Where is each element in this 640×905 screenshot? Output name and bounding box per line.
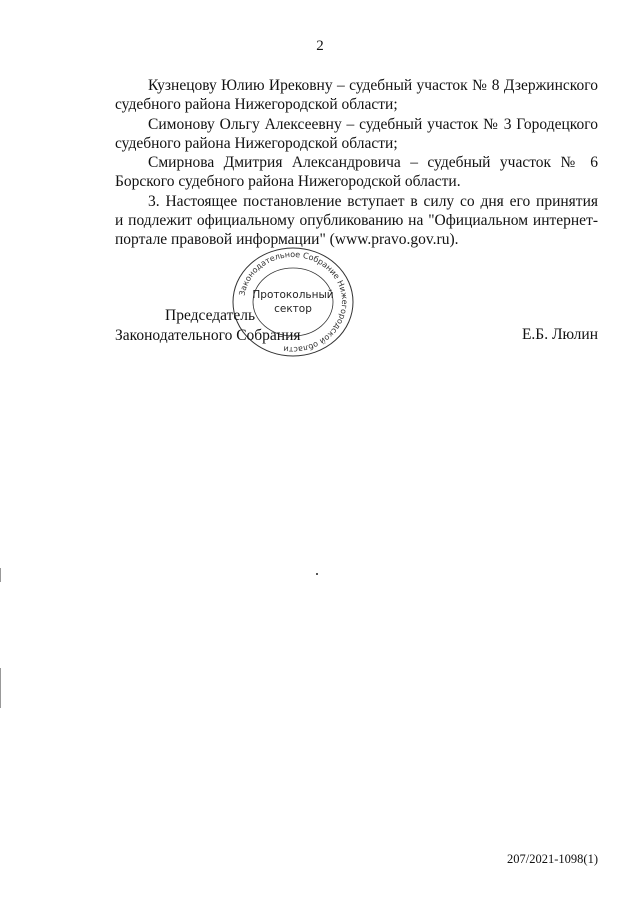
- document-code: 207/2021-1098(1): [507, 852, 598, 866]
- paragraph-line: судебного района Нижегородской области;: [115, 96, 398, 114]
- stamp-ring-text: Законодательное Собрание Нижегородской области: [237, 249, 350, 355]
- page-number: 2: [316, 38, 324, 54]
- stamp-center-line1: Протокольный: [252, 289, 334, 301]
- scan-margin-mark: [0, 668, 1, 708]
- paragraph-line: 3. Настоящее постановление вступает в силу со дня его принятия: [148, 192, 598, 210]
- stamp-center-line2: сектор: [274, 303, 312, 315]
- signatory-title-line1: Председатель: [165, 307, 256, 324]
- paragraph-kuznetsova: [115, 76, 598, 115]
- paragraph-line: судебного района Нижегородской области;: [115, 134, 398, 152]
- paragraph-smirnov: [115, 153, 598, 192]
- paragraph-line: портале правовой информации" (www.pravo.gov.ru).: [115, 231, 459, 249]
- signatory-name: Е.Б. Люлин: [521, 326, 598, 343]
- paragraph-simonova: [115, 115, 598, 154]
- paragraph-line: Смирнова Дмитрия Александровича – судебный участок № 6: [148, 154, 598, 172]
- signatory-title: [115, 306, 301, 346]
- paragraph-line: Борского судебного района Нижегородской области.: [115, 173, 461, 191]
- paragraph-line: Кузнецову Юлию Ирековну – судебный участок № 8 Дзержинского: [148, 77, 598, 94]
- paragraph-line: и подлежит официальному опубликованию на "Официальном интернет-: [115, 212, 598, 230]
- scan-margin-mark: [0, 568, 1, 582]
- scan-speck: [316, 573, 318, 575]
- body-text: [115, 76, 598, 250]
- signatory-title-line2: Законодательного Собрания: [115, 327, 301, 344]
- paragraph-line: Симонову Ольгу Алексеевну – судебный участок № 3 Городецкого: [148, 115, 598, 133]
- clause-3: [115, 192, 598, 250]
